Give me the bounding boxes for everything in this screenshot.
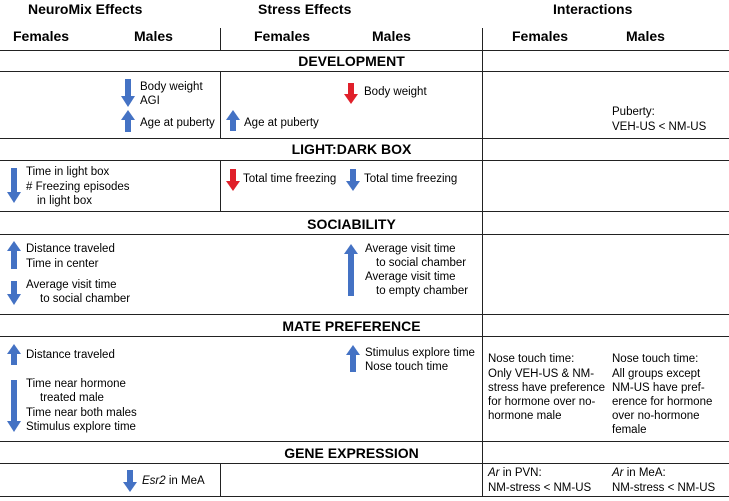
mate-int-males-6: female bbox=[612, 424, 647, 436]
section-development-title: DEVELOPMENT bbox=[298, 53, 405, 69]
dev-stress-females-up: Age at puberty bbox=[244, 117, 319, 129]
down-arrow-icon bbox=[7, 281, 21, 305]
soc-stress-males-3: Average visit time bbox=[365, 271, 456, 283]
up-arrow-icon bbox=[344, 244, 358, 296]
soc-nm-females-up-2: Time in center bbox=[26, 258, 99, 270]
gene-int-females-1 bbox=[488, 466, 542, 480]
row-divider bbox=[0, 314, 729, 315]
up-arrow-icon bbox=[226, 110, 240, 131]
dev-int-males-2: VEH-US < NM-US bbox=[612, 121, 707, 133]
mate-nm-females-down-1: Time near hormone bbox=[26, 378, 126, 390]
mate-nm-females-down-3: Time near both males bbox=[26, 407, 137, 419]
dev-stress-males-down: Body weight bbox=[364, 86, 427, 98]
gene-int-females-loc: in PVN: bbox=[499, 467, 542, 479]
ld-stress-females: Total time freezing bbox=[243, 173, 337, 185]
row-divider bbox=[0, 441, 729, 442]
row-divider bbox=[0, 463, 729, 464]
mate-int-males-1: Nose touch time: bbox=[612, 353, 699, 365]
gene-ar: Ar bbox=[612, 467, 624, 479]
dev-nm-males-down-2: AGI bbox=[140, 95, 160, 107]
header-stress-males: Males bbox=[372, 28, 411, 44]
mate-stress-males-1: Stimulus explore time bbox=[365, 347, 475, 359]
section-sociability-title: SOCIABILITY bbox=[307, 216, 396, 232]
mate-int-females-5: hormone male bbox=[488, 410, 562, 422]
mate-int-females-3: stress have preference bbox=[488, 382, 605, 394]
mate-nm-females-up: Distance traveled bbox=[26, 349, 115, 361]
header-nm-males: Males bbox=[134, 28, 173, 44]
gene-int-males-1 bbox=[612, 466, 666, 480]
header-stress: Stress Effects bbox=[258, 1, 352, 17]
soc-stress-males-2: to social chamber bbox=[376, 257, 467, 269]
up-arrow-icon bbox=[7, 344, 21, 365]
up-arrow-icon bbox=[346, 345, 360, 372]
up-arrow-icon bbox=[121, 110, 135, 132]
mate-int-females-2: Only VEH-US & NM- bbox=[488, 368, 595, 380]
down-arrow-icon bbox=[7, 168, 21, 203]
row-divider bbox=[0, 336, 729, 337]
row-divider bbox=[0, 160, 729, 161]
ld-stress-males: Total time freezing bbox=[364, 173, 458, 185]
mate-int-females-4: for hormone over no- bbox=[488, 396, 596, 408]
soc-nm-females-up-1: Distance traveled bbox=[26, 243, 115, 255]
mate-int-males-3: NM-US have pref- bbox=[612, 382, 705, 394]
row-divider bbox=[0, 211, 729, 212]
up-arrow-icon bbox=[7, 241, 21, 269]
gene-int-males-loc: in MeA: bbox=[623, 467, 666, 479]
row-divider bbox=[0, 138, 729, 139]
col-divider bbox=[220, 463, 221, 497]
gene-int-females-2: NM-stress < NM-US bbox=[488, 482, 592, 494]
section-mate-title: MATE PREFERENCE bbox=[282, 318, 421, 334]
mate-nm-females-down-2: treated male bbox=[40, 392, 104, 404]
soc-stress-males-1: Average visit time bbox=[365, 243, 456, 255]
header-stress-females: Females bbox=[254, 28, 311, 44]
header-nm-females: Females bbox=[13, 28, 70, 44]
soc-stress-males-4: to empty chamber bbox=[376, 285, 469, 297]
down-arrow-icon bbox=[123, 470, 137, 492]
down-arrow-icon bbox=[7, 380, 21, 432]
header-int-males: Males bbox=[626, 28, 665, 44]
header-int-females: Females bbox=[512, 28, 569, 44]
soc-nm-females-down-1: Average visit time bbox=[26, 279, 117, 291]
red-down-arrow-icon bbox=[344, 83, 358, 104]
row-divider bbox=[0, 234, 729, 235]
dev-nm-males-down-1: Body weight bbox=[140, 81, 203, 93]
gene-nm-males bbox=[142, 474, 205, 488]
col-divider bbox=[220, 28, 221, 51]
col-divider bbox=[482, 28, 483, 497]
mate-int-males-2: All groups except bbox=[612, 368, 701, 380]
dev-nm-males-up: Age at puberty bbox=[140, 117, 215, 129]
ld-nm-females-2: # Freezing episodes bbox=[26, 181, 130, 193]
header-neuromix: NeuroMix Effects bbox=[28, 1, 143, 17]
col-divider bbox=[220, 71, 221, 139]
gene-nm-males-rest: in MeA bbox=[165, 475, 205, 487]
red-down-arrow-icon bbox=[226, 169, 240, 191]
row-divider bbox=[0, 71, 729, 72]
header-divider bbox=[0, 50, 729, 51]
gene-ar: Ar bbox=[488, 467, 500, 479]
mate-stress-males-2: Nose touch time bbox=[365, 361, 449, 373]
down-arrow-icon bbox=[121, 79, 135, 107]
soc-nm-females-down-2: to social chamber bbox=[40, 293, 131, 305]
col-divider bbox=[220, 160, 221, 212]
ld-nm-females-1: Time in light box bbox=[26, 166, 110, 178]
mate-nm-females-down-4: Stimulus explore time bbox=[26, 421, 136, 433]
header-interactions: Interactions bbox=[553, 1, 633, 17]
mate-int-females-1: Nose touch time: bbox=[488, 353, 575, 365]
mate-int-males-4: erence for hormone bbox=[612, 396, 713, 408]
row-divider bbox=[0, 496, 729, 497]
gene-int-males-2: NM-stress < NM-US bbox=[612, 482, 716, 494]
mate-int-males-5: over no-hormone bbox=[612, 410, 700, 422]
section-lightdark-title: LIGHT:DARK BOX bbox=[291, 141, 412, 157]
gene-esr2: Esr2 bbox=[142, 475, 166, 487]
down-arrow-icon bbox=[346, 169, 360, 191]
ld-nm-females-3: in light box bbox=[37, 195, 92, 207]
section-gene-title: GENE EXPRESSION bbox=[284, 445, 419, 461]
dev-int-males-1: Puberty: bbox=[612, 106, 655, 118]
